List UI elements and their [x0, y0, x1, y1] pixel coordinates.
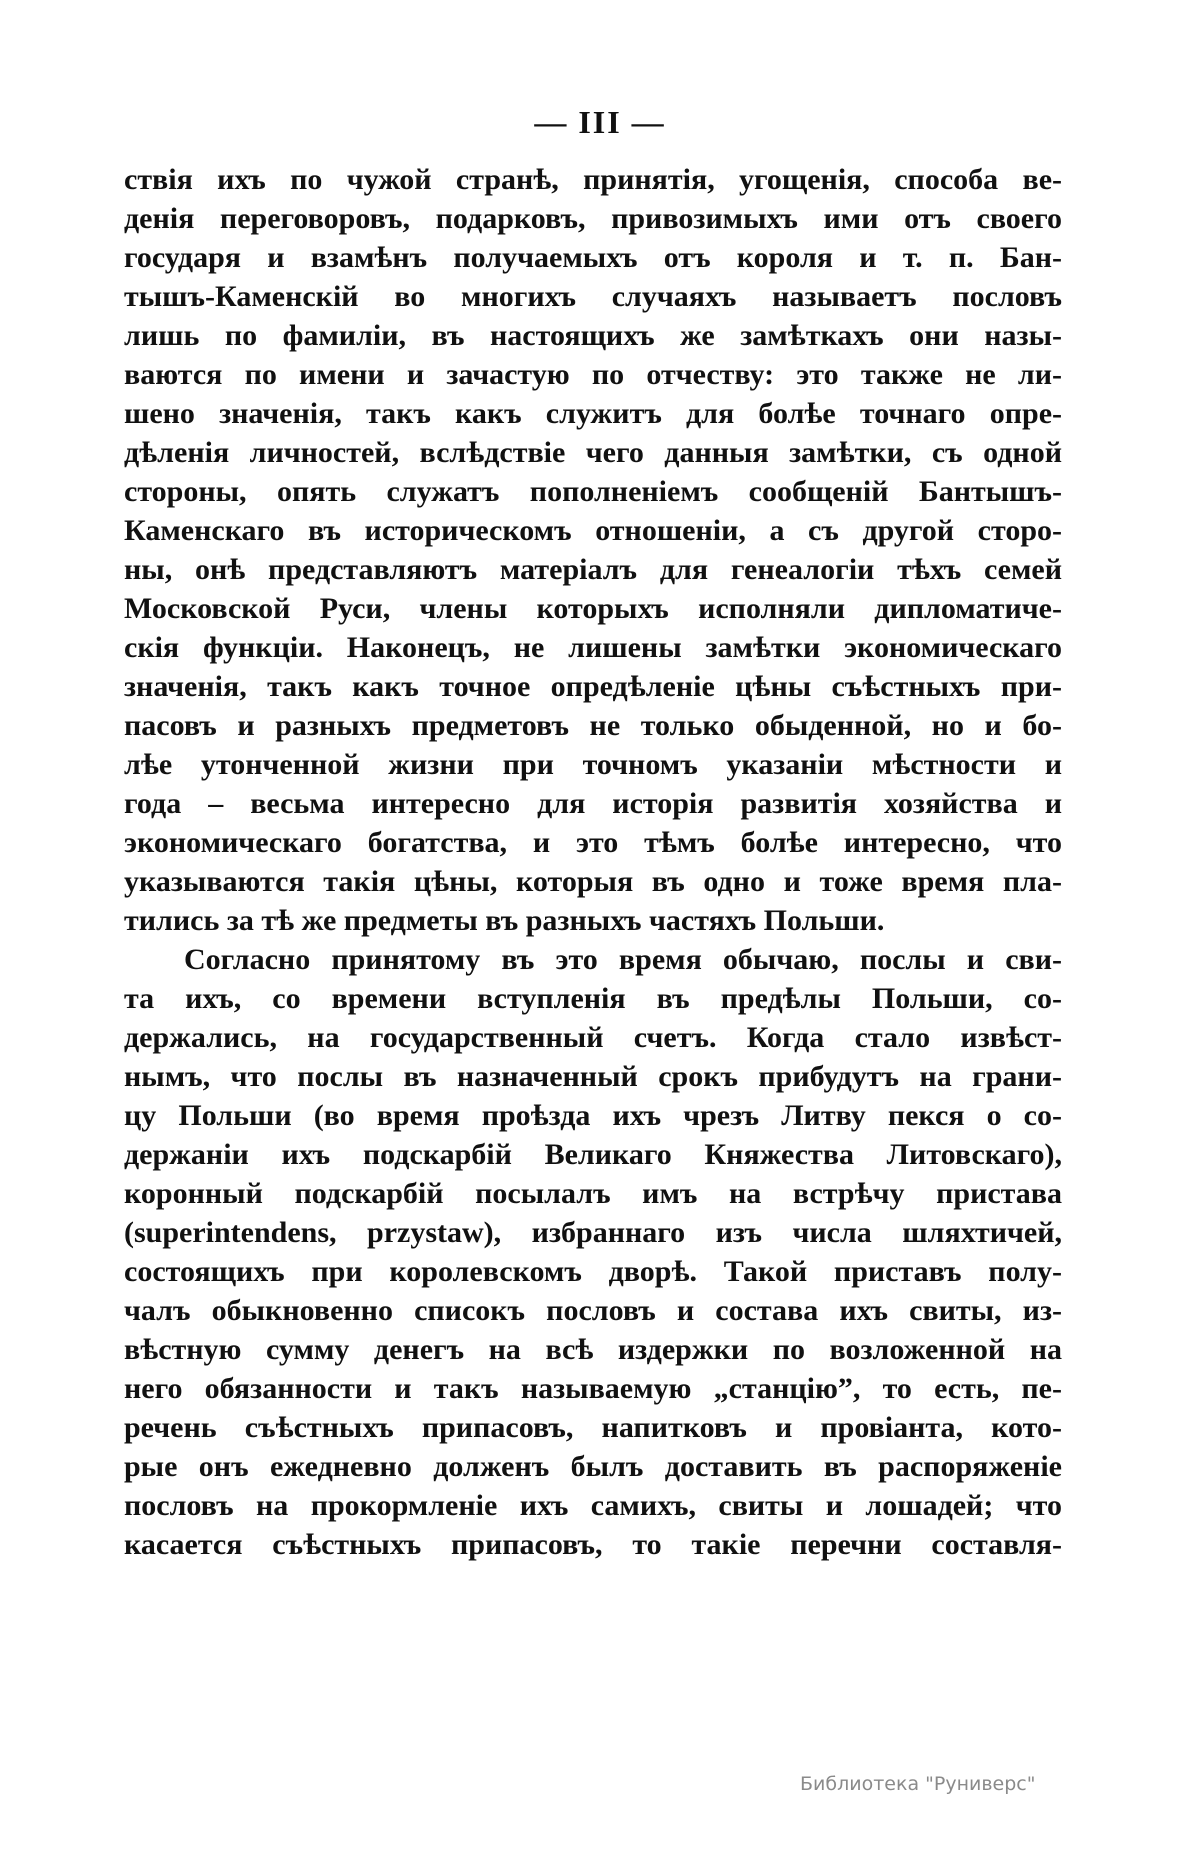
library-watermark: Библиотека "Руниверс" [800, 1773, 1036, 1795]
text-line: нымъ, что послы въ назначенный срокъ прибудутъ на грани- [124, 1060, 1062, 1093]
text-line: ваются по имени и зачастую по отчеству: это также не ли- [124, 358, 1062, 391]
text-line: лѣе утонченной жизни при точномъ указаніи мѣстности и [124, 748, 1062, 781]
text-line: стороны, опять служатъ пополненіемъ сообщеній Бантышъ- [124, 475, 1062, 508]
text-line: держаніи ихъ подскарбій Великаго Княжества Литовскаго), [124, 1138, 1062, 1171]
text-line: дѣленія личностей, вслѣдствіе чего данныя замѣтки, съ одной [124, 436, 1062, 469]
text-line: него обязанности и такъ называемую „станцію”, то есть, пе- [124, 1372, 1062, 1405]
paragraph [124, 160, 1062, 940]
text-line: речень съѣстныхъ припасовъ, напитковъ и провіанта, кото- [124, 1411, 1062, 1444]
text-line: тышъ-Каменскій во многихъ случаяхъ называетъ пословъ [124, 280, 1062, 313]
text-line: шено значенія, такъ какъ служитъ для болѣе точнаго опре- [124, 397, 1062, 430]
text-line: цу Польши (во время проѣзда ихъ чрезъ Литву пекся о со- [124, 1099, 1062, 1132]
text-line: указываются такія цѣны, которыя въ одно и тоже время пла- [124, 865, 1062, 898]
text-line: скія функціи. Наконецъ, не лишены замѣтки экономическаго [124, 631, 1062, 664]
text-line: та ихъ, со времени вступленія въ предѣлы Польши, со- [124, 982, 1062, 1015]
text-line: денія переговоровъ, подарковъ, привозимыхъ ими отъ своего [124, 202, 1062, 235]
text-line: ны, онѣ представляютъ матеріалъ для генеалогіи тѣхъ семей [124, 553, 1062, 586]
text-line: чалъ обыкновенно списокъ пословъ и состава ихъ свиты, из- [124, 1294, 1062, 1327]
text-line: пасовъ и разныхъ предметовъ не только обыденной, но и бо- [124, 709, 1062, 742]
text-line: касается съѣстныхъ припасовъ, то такіе перечни составля- [124, 1528, 1062, 1561]
body-text [124, 160, 1062, 1564]
text-line: держались, на государственный счетъ. Когда стало извѣст- [124, 1021, 1062, 1054]
text-line: ствія ихъ по чужой странѣ, принятія, угощенія, способа ве- [124, 163, 1062, 196]
text-line: тились за тѣ же предметы въ разныхъ частяхъ Польши. [124, 904, 885, 937]
text-line: (superintendens, przystaw), избраннаго изъ числа шляхтичей, [124, 1216, 1062, 1249]
page-number: — III — [534, 104, 666, 140]
paragraph [124, 940, 1062, 1564]
text-line: года – весьма интересно для исторія развитія хозяйства и [124, 787, 1062, 820]
text-line: пословъ на прокормленіе ихъ самихъ, свиты и лошадей; что [124, 1489, 1062, 1522]
text-line: экономическаго богатства, и это тѣмъ болѣе интересно, что [124, 826, 1062, 859]
text-line: лишь по фамиліи, въ настоящихъ же замѣткахъ они назы- [124, 319, 1062, 352]
text-line: коронный подскарбій посылалъ имъ на встрѣчу пристава [124, 1177, 1062, 1210]
text-line: состоящихъ при королевскомъ дворѣ. Такой приставъ полу- [124, 1255, 1062, 1288]
text-line: вѣстную сумму денегъ на всѣ издержки по возложенной на [124, 1333, 1062, 1366]
text-line: Московской Руси, члены которыхъ исполняли дипломатиче- [124, 592, 1062, 625]
text-line: Каменскаго въ историческомъ отношеніи, а съ другой сторо- [124, 514, 1062, 547]
text-line: значенія, такъ какъ точное опредѣленіе цѣны съѣстныхъ при- [124, 670, 1062, 703]
text-line: рые онъ ежедневно долженъ былъ доставить въ распоряженіе [124, 1450, 1062, 1483]
text-line: Согласно принятому въ это время обычаю, послы и сви- [184, 943, 1062, 976]
text-line: государя и взамѣнъ получаемыхъ отъ короля и т. п. Бан- [124, 241, 1062, 274]
